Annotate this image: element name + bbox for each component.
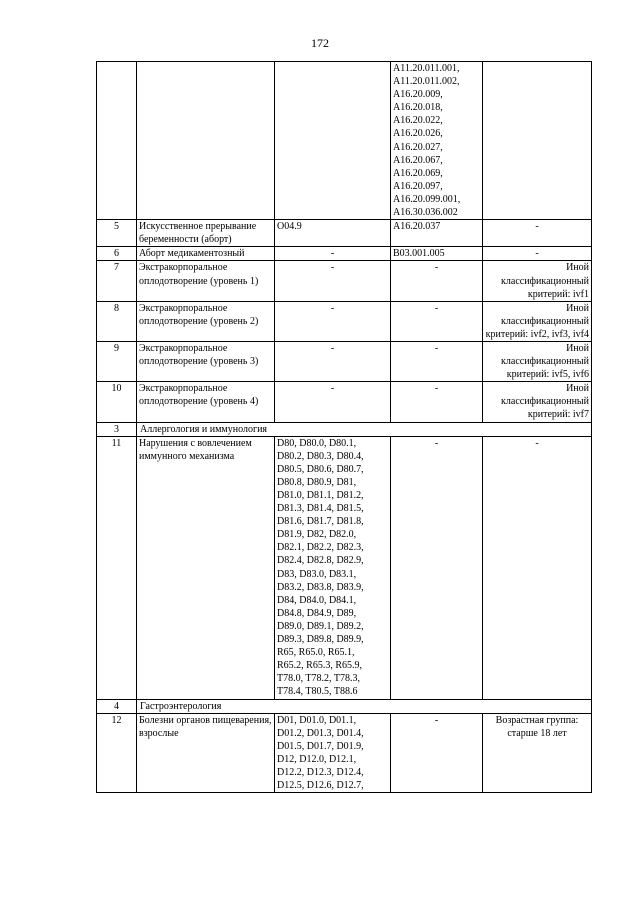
row-service-codes: B03.001.005 [391, 247, 483, 261]
row-mkb-codes: - [275, 382, 391, 422]
row-name: Болезни органов пищеварения, взрослые [137, 713, 275, 793]
row-number: 6 [97, 247, 137, 261]
row-name: Аборт медикаментозный [137, 247, 275, 261]
row-number: 11 [97, 436, 137, 699]
row-criteria: - [483, 220, 592, 247]
row-service-codes: - [391, 382, 483, 422]
section-row [97, 422, 592, 436]
row-service-codes: A11.20.011.001, A11.20.011.002, A16.20.009, A16.20.018, A16.20.022, A16.20.026, A16.20.027, A16.20.067, A16.20.069, A16.20.097, A16.20.099.001, A16.30.036.002 [391, 62, 483, 220]
page-number: 172 [311, 36, 329, 50]
table-row [97, 62, 592, 220]
section-title: Гастроэнтерология [137, 699, 592, 713]
section-title: Аллергология и иммунология [137, 422, 592, 436]
table-row [97, 301, 592, 341]
row-name: Экстракорпоральное оплодотворение (уровень 2) [137, 301, 275, 341]
row-criteria: Иной классификационный критерий: ivf2, ivf3, ivf4 [483, 301, 592, 341]
table-row [97, 713, 592, 793]
row-name: Искусственное прерывание беременности (аборт) [137, 220, 275, 247]
row-criteria: Иной классификационный критерий: ivf1 [483, 261, 592, 301]
row-number: 12 [97, 713, 137, 793]
row-mkb-codes: - [275, 261, 391, 301]
table-row [97, 220, 592, 247]
section-number: 4 [97, 699, 137, 713]
row-criteria [483, 62, 592, 220]
row-number: 10 [97, 382, 137, 422]
row-service-codes: - [391, 261, 483, 301]
classification-table [96, 61, 592, 793]
table-row [97, 247, 592, 261]
row-criteria: Возрастная группа: старше 18 лет [483, 713, 592, 793]
row-mkb-codes: - [275, 301, 391, 341]
row-mkb-codes: - [275, 341, 391, 381]
row-number: 9 [97, 341, 137, 381]
row-mkb-codes: D80, D80.0, D80.1, D80.2, D80.3, D80.4, D80.5, D80.6, D80.7, D80.8, D80.9, D81, D81.0, D81.1, D81.2, D81.3, D81.4, D81.5, D81.6, D81.7, D81.8, D81.9, D82, D82.0, D82.1, D82.2, D82.3, D82.4, D82.8, D82.9, D83, D83.0, D83.1, D83.2, D83.8, D83.9, D84, D84.0, D84.1, D84.8, D84.9, D89, D89.0, D89.1, D89.2, D89.3, D89.8, D89.9, R65, R65.0, R65.1, R65.2, R65.3, R65.9, T78.0, T78.2, T78.3, T78.4, T80.5, T88.6 [275, 436, 391, 699]
row-mkb-codes: - [275, 247, 391, 261]
row-service-codes: - [391, 713, 483, 793]
row-number [97, 62, 137, 220]
row-criteria: - [483, 247, 592, 261]
section-row [97, 699, 592, 713]
table-row [97, 341, 592, 381]
row-name [137, 62, 275, 220]
row-name: Нарушения с вовлечением иммунного механизма [137, 436, 275, 699]
row-criteria: Иной классификационный критерий: ivf5, ivf6 [483, 341, 592, 381]
row-service-codes: A16.20.037 [391, 220, 483, 247]
table-row [97, 436, 592, 699]
row-number: 7 [97, 261, 137, 301]
row-criteria: - [483, 436, 592, 699]
row-number: 5 [97, 220, 137, 247]
row-criteria: Иной классификационный критерий: ivf7 [483, 382, 592, 422]
row-mkb-codes: D01, D01.0, D01.1, D01.2, D01.3, D01.4, D01.5, D01.7, D01.9, D12, D12.0, D12.1, D12.2, D12.3, D12.4, D12.5, D12.6, D12.7, [275, 713, 391, 793]
row-mkb-codes: O04.9 [275, 220, 391, 247]
row-service-codes: - [391, 341, 483, 381]
table-row [97, 261, 592, 301]
section-number: 3 [97, 422, 137, 436]
row-number: 8 [97, 301, 137, 341]
row-service-codes: - [391, 301, 483, 341]
row-service-codes: - [391, 436, 483, 699]
row-name: Экстракорпоральное оплодотворение (уровень 1) [137, 261, 275, 301]
table-row [97, 382, 592, 422]
row-mkb-codes [275, 62, 391, 220]
row-name: Экстракорпоральное оплодотворение (уровень 3) [137, 341, 275, 381]
row-name: Экстракорпоральное оплодотворение (уровень 4) [137, 382, 275, 422]
